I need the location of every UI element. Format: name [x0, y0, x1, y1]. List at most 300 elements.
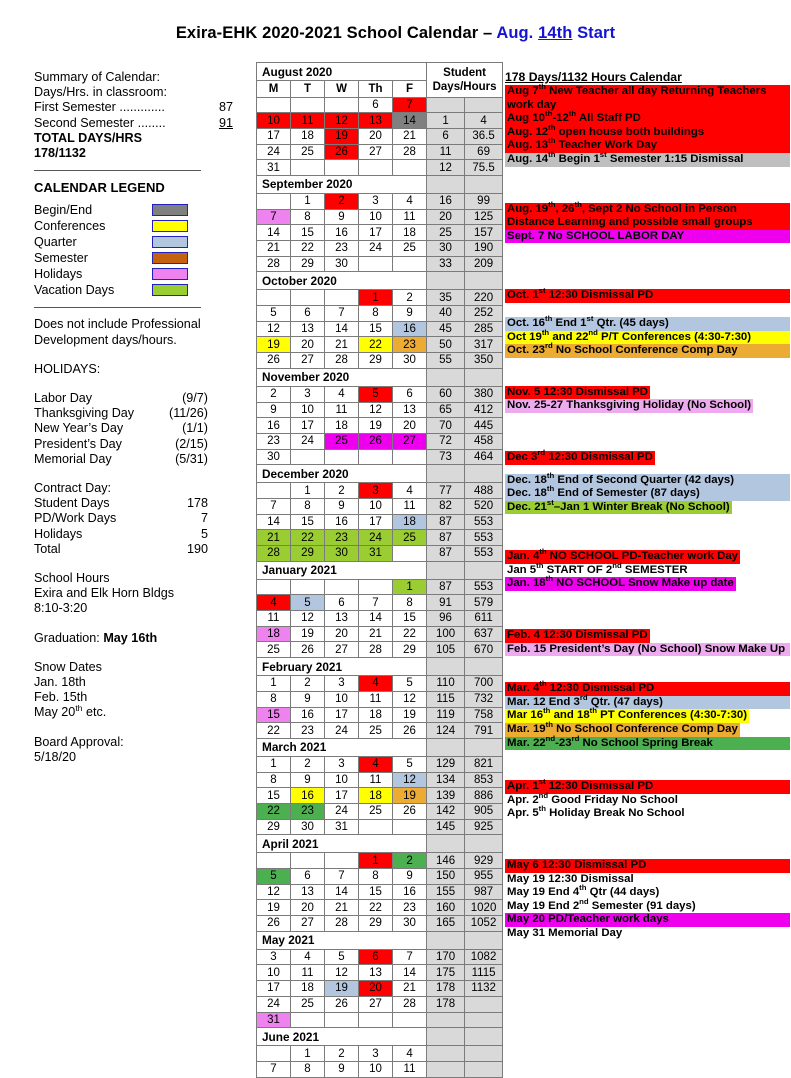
day-cell[interactable]: 18	[393, 514, 427, 530]
day-cell[interactable]	[359, 449, 393, 465]
notes-gap	[505, 167, 790, 203]
cumulative-hours-cell: 285	[465, 321, 503, 337]
day-cell[interactable]: 21	[257, 241, 291, 257]
day-cell[interactable]: 15	[291, 225, 325, 241]
cumulative-days-cell: 146	[427, 853, 465, 869]
day-cell[interactable]: 2	[291, 676, 325, 692]
month-header-filler	[465, 368, 503, 386]
day-cell[interactable]	[393, 256, 427, 272]
day-cell[interactable]: 27	[359, 996, 393, 1012]
day-cell[interactable]: 28	[257, 256, 291, 272]
day-cell[interactable]: 22	[291, 241, 325, 257]
day-cell[interactable]: 8	[291, 1061, 325, 1077]
day-cell[interactable]: 9	[291, 691, 325, 707]
day-cell[interactable]	[257, 483, 291, 499]
day-cell[interactable]: 10	[359, 1061, 393, 1077]
day-cell[interactable]: 7	[393, 949, 427, 965]
note-line-wrap	[505, 733, 790, 751]
day-cell[interactable]	[359, 579, 393, 595]
school-hours-line-2: Exira and Elk Horn Bldgs	[34, 586, 174, 601]
day-cell[interactable]: 19	[393, 707, 427, 723]
day-cell[interactable]: 1	[291, 1046, 325, 1062]
day-cell[interactable]: 7	[257, 1061, 291, 1077]
day-cell[interactable]: 24	[291, 433, 325, 449]
day-cell[interactable]: 2	[325, 483, 359, 499]
holiday-date: (2/15)	[175, 436, 208, 451]
day-cell[interactable]: 8	[359, 869, 393, 885]
day-cell[interactable]: 18	[359, 707, 393, 723]
day-cell[interactable]: 30	[393, 916, 427, 932]
day-cell[interactable]: 15	[291, 514, 325, 530]
day-cell[interactable]: 13	[359, 113, 393, 129]
day-cell[interactable]: 10	[325, 691, 359, 707]
day-cell[interactable]: 6	[291, 306, 325, 322]
day-cell[interactable]: 11	[359, 772, 393, 788]
day-cell[interactable]: 3	[325, 756, 359, 772]
day-cell[interactable]: 29	[291, 546, 325, 562]
day-cell[interactable]: 17	[257, 981, 291, 997]
week-row	[257, 353, 503, 369]
day-cell[interactable]: 27	[325, 642, 359, 658]
day-cell[interactable]: 11	[291, 965, 325, 981]
day-cell[interactable]: 17	[359, 514, 393, 530]
day-cell[interactable]: 24	[325, 803, 359, 819]
day-cell[interactable]: 1	[291, 483, 325, 499]
cumulative-hours-cell: 317	[465, 337, 503, 353]
day-cell[interactable]: 30	[393, 353, 427, 369]
day-cell[interactable]: 19	[325, 128, 359, 144]
day-cell[interactable]: 4	[359, 756, 393, 772]
day-cell[interactable]: 17	[325, 788, 359, 804]
day-cell[interactable]: 3	[359, 193, 393, 209]
dow-cell: W	[325, 81, 359, 98]
day-cell[interactable]: 10	[359, 498, 393, 514]
cumulative-hours-cell: 69	[465, 144, 503, 160]
day-cell[interactable]: 18	[393, 225, 427, 241]
day-cell[interactable]: 22	[359, 900, 393, 916]
day-cell[interactable]	[393, 449, 427, 465]
day-cell[interactable]: 28	[359, 642, 393, 658]
day-cell[interactable]: 2	[291, 756, 325, 772]
day-cell[interactable]: 17	[359, 225, 393, 241]
day-cell[interactable]: 15	[257, 707, 291, 723]
week-row	[257, 642, 503, 658]
day-cell[interactable]: 23	[393, 337, 427, 353]
cumulative-hours-cell: 791	[465, 723, 503, 739]
day-cell[interactable]: 27	[291, 916, 325, 932]
cumulative-days-cell: 87	[427, 514, 465, 530]
day-cell[interactable]: 7	[325, 869, 359, 885]
notes-gap	[505, 821, 790, 859]
day-cell[interactable]: 26	[257, 916, 291, 932]
day-cell[interactable]	[291, 1012, 325, 1028]
day-cell[interactable]: 21	[257, 530, 291, 546]
day-cell[interactable]	[257, 193, 291, 209]
day-cell[interactable]	[257, 97, 291, 113]
cumulative-hours-cell: 955	[465, 869, 503, 885]
day-cell[interactable]: 4	[257, 595, 291, 611]
day-cell[interactable]: 14	[325, 321, 359, 337]
day-cell[interactable]: 24	[359, 241, 393, 257]
day-cell[interactable]: 4	[393, 193, 427, 209]
cumulative-days-cell: 119	[427, 707, 465, 723]
day-cell[interactable]: 12	[257, 321, 291, 337]
day-cell[interactable]: 10	[359, 209, 393, 225]
day-cell[interactable]: 9	[393, 869, 427, 885]
day-cell[interactable]: 14	[393, 965, 427, 981]
day-cell[interactable]: 8	[291, 498, 325, 514]
day-cell[interactable]: 24	[257, 144, 291, 160]
day-cell[interactable]: 15	[359, 884, 393, 900]
day-cell[interactable]: 5	[325, 949, 359, 965]
day-cell[interactable]	[393, 1012, 427, 1028]
day-cell[interactable]: 25	[257, 642, 291, 658]
day-cell[interactable]: 16	[325, 514, 359, 530]
month-name: June 2021	[257, 1028, 427, 1046]
day-cell[interactable]: 16	[393, 321, 427, 337]
day-cell[interactable]: 19	[291, 626, 325, 642]
cumulative-days-cell: 65	[427, 402, 465, 418]
day-cell[interactable]: 1	[359, 853, 393, 869]
day-cell[interactable]: 6	[359, 949, 393, 965]
divider-2	[34, 307, 201, 308]
day-cell[interactable]: 13	[359, 965, 393, 981]
day-cell[interactable]: 5	[393, 756, 427, 772]
day-cell[interactable]	[325, 290, 359, 306]
day-cell[interactable]: 29	[393, 642, 427, 658]
day-cell[interactable]: 11	[325, 402, 359, 418]
day-cell[interactable]	[257, 1046, 291, 1062]
day-cell[interactable]: 31	[257, 1012, 291, 1028]
day-cell[interactable]: 8	[257, 772, 291, 788]
day-cell[interactable]: 24	[325, 723, 359, 739]
day-cell[interactable]: 22	[393, 626, 427, 642]
day-cell[interactable]: 26	[257, 353, 291, 369]
day-cell[interactable]: 20	[291, 337, 325, 353]
day-cell[interactable]: 13	[325, 611, 359, 627]
day-cell[interactable]: 19	[359, 418, 393, 434]
day-cell[interactable]: 23	[291, 803, 325, 819]
day-cell[interactable]: 10	[257, 113, 291, 129]
day-cell[interactable]: 19	[393, 788, 427, 804]
cumulative-days-cell: 170	[427, 949, 465, 965]
day-cell[interactable]: 3	[325, 676, 359, 692]
day-cell[interactable]: 22	[359, 337, 393, 353]
day-cell[interactable]: 29	[257, 819, 291, 835]
day-cell[interactable]: 16	[257, 418, 291, 434]
day-cell[interactable]	[359, 160, 393, 176]
day-cell[interactable]: 6	[359, 97, 393, 113]
note-line: Nov. 25-27 Thanksgiving Holiday (No School)	[507, 399, 752, 412]
day-cell[interactable]: 13	[393, 402, 427, 418]
day-cell[interactable]: 30	[291, 819, 325, 835]
note-line-wrap	[505, 399, 790, 413]
day-cell[interactable]: 6	[325, 595, 359, 611]
day-cell[interactable]: 13	[291, 321, 325, 337]
day-cell[interactable]: 2	[325, 193, 359, 209]
day-cell[interactable]	[359, 819, 393, 835]
day-cell[interactable]: 10	[257, 965, 291, 981]
legend-footnote-1: Does not include Professional	[34, 317, 201, 332]
day-cell[interactable]: 12	[291, 611, 325, 627]
day-cell[interactable]: 11	[359, 691, 393, 707]
note-line-wrap	[505, 679, 790, 696]
day-cell[interactable]: 18	[257, 626, 291, 642]
day-cell[interactable]: 14	[257, 225, 291, 241]
day-cell[interactable]: 27	[291, 353, 325, 369]
day-cell[interactable]: 6	[393, 386, 427, 402]
cumulative-hours-cell: 637	[465, 626, 503, 642]
day-cell[interactable]: 19	[257, 900, 291, 916]
day-cell[interactable]: 28	[325, 353, 359, 369]
day-cell[interactable]: 1	[257, 676, 291, 692]
day-cell[interactable]: 25	[393, 530, 427, 546]
day-cell[interactable]: 12	[393, 691, 427, 707]
day-cell[interactable]: 31	[325, 819, 359, 835]
day-cell[interactable]: 5	[257, 869, 291, 885]
day-cell[interactable]: 25	[291, 996, 325, 1012]
day-cell[interactable]: 20	[359, 981, 393, 997]
day-cell[interactable]: 10	[325, 772, 359, 788]
day-cell[interactable]: 2	[325, 1046, 359, 1062]
day-cell[interactable]: 31	[359, 546, 393, 562]
day-cell[interactable]: 27	[393, 433, 427, 449]
day-cell[interactable]	[257, 579, 291, 595]
note-line: Aug 10th-12th All Staff PD	[505, 112, 790, 126]
day-cell[interactable]: 5	[257, 306, 291, 322]
day-cell[interactable]: 8	[291, 209, 325, 225]
day-cell[interactable]: 14	[257, 514, 291, 530]
day-cell[interactable]: 25	[325, 433, 359, 449]
day-cell[interactable]: 14	[359, 611, 393, 627]
day-cell[interactable]: 7	[257, 209, 291, 225]
note-line: Oct. 16th End 1st Qtr. (45 days)	[505, 317, 790, 331]
day-cell[interactable]: 22	[257, 723, 291, 739]
day-cell[interactable]: 7	[393, 97, 427, 113]
day-cell[interactable]: 30	[325, 256, 359, 272]
day-cell[interactable]: 3	[359, 483, 393, 499]
day-cell[interactable]: 9	[291, 772, 325, 788]
day-cell[interactable]: 8	[257, 691, 291, 707]
day-cell[interactable]: 26	[359, 433, 393, 449]
day-cell[interactable]: 20	[325, 626, 359, 642]
day-cell[interactable]: 28	[257, 546, 291, 562]
cumulative-hours-cell: 488	[465, 483, 503, 499]
day-cell[interactable]: 21	[393, 981, 427, 997]
day-cell[interactable]: 28	[393, 144, 427, 160]
day-cell[interactable]: 18	[291, 981, 325, 997]
notes-group	[505, 470, 790, 515]
day-cell[interactable]: 13	[291, 884, 325, 900]
day-cell[interactable]: 16	[291, 707, 325, 723]
day-cell[interactable]: 11	[393, 498, 427, 514]
day-cell[interactable]	[291, 97, 325, 113]
day-cell[interactable]: 1	[359, 290, 393, 306]
day-cell[interactable]: 16	[393, 884, 427, 900]
day-cell[interactable]: 30	[257, 449, 291, 465]
day-cell[interactable]: 5	[359, 386, 393, 402]
day-cell[interactable]: 20	[359, 128, 393, 144]
day-cell[interactable]: 26	[291, 642, 325, 658]
day-cell[interactable]: 7	[325, 306, 359, 322]
day-cell[interactable]: 9	[393, 306, 427, 322]
day-cell[interactable]: 24	[359, 530, 393, 546]
day-cell[interactable]: 12	[325, 113, 359, 129]
day-cell[interactable]	[325, 449, 359, 465]
note-line-wrap	[505, 574, 790, 591]
day-cell[interactable]: 4	[325, 386, 359, 402]
day-cell[interactable]: 21	[359, 626, 393, 642]
contract-row	[34, 511, 209, 526]
day-cell[interactable]: 29	[359, 916, 393, 932]
day-cell[interactable]: 25	[359, 723, 393, 739]
day-cell[interactable]: 24	[257, 996, 291, 1012]
day-cell[interactable]: 1	[291, 193, 325, 209]
day-cell[interactable]	[291, 290, 325, 306]
day-cell[interactable]: 3	[291, 386, 325, 402]
day-cell[interactable]: 5	[393, 676, 427, 692]
notes-gap	[505, 656, 790, 682]
month-header-filler	[465, 561, 503, 579]
cumulative-days-cell	[427, 97, 465, 113]
day-cell[interactable]	[291, 853, 325, 869]
day-cell[interactable]: 29	[359, 353, 393, 369]
day-cell[interactable]: 23	[257, 433, 291, 449]
day-cell[interactable]: 23	[325, 530, 359, 546]
day-cell[interactable]: 8	[359, 306, 393, 322]
day-cell[interactable]	[325, 1012, 359, 1028]
day-cell[interactable]	[325, 160, 359, 176]
day-cell[interactable]: 12	[359, 402, 393, 418]
day-cell[interactable]	[359, 1012, 393, 1028]
day-cell[interactable]: 30	[325, 546, 359, 562]
day-cell[interactable]: 2	[393, 290, 427, 306]
day-cell[interactable]	[393, 546, 427, 562]
day-cell[interactable]	[291, 160, 325, 176]
day-cell[interactable]: 8	[393, 595, 427, 611]
day-cell[interactable]: 27	[359, 144, 393, 160]
day-cell[interactable]: 20	[393, 418, 427, 434]
cumulative-hours-cell: 853	[465, 772, 503, 788]
day-cell[interactable]: 5	[291, 595, 325, 611]
day-cell[interactable]	[393, 160, 427, 176]
day-cell[interactable]: 18	[291, 128, 325, 144]
day-cell[interactable]: 18	[359, 788, 393, 804]
day-cell[interactable]: 11	[393, 1061, 427, 1077]
day-cell[interactable]: 7	[359, 595, 393, 611]
day-cell[interactable]: 26	[393, 723, 427, 739]
day-cell[interactable]: 22	[291, 530, 325, 546]
cumulative-hours-cell: 458	[465, 433, 503, 449]
day-cell[interactable]: 17	[257, 128, 291, 144]
day-cell[interactable]: 17	[325, 707, 359, 723]
day-cell[interactable]: 4	[393, 483, 427, 499]
day-cell[interactable]: 28	[393, 996, 427, 1012]
day-cell[interactable]: 2	[257, 386, 291, 402]
day-cell[interactable]: 11	[291, 113, 325, 129]
day-cell[interactable]: 25	[359, 803, 393, 819]
month-header-filler	[427, 465, 465, 483]
day-cell[interactable]: 15	[393, 611, 427, 627]
day-cell[interactable]: 3	[257, 949, 291, 965]
day-cell[interactable]: 29	[291, 256, 325, 272]
day-cell[interactable]: 16	[325, 225, 359, 241]
day-cell[interactable]: 18	[325, 418, 359, 434]
day-cell[interactable]: 11	[257, 611, 291, 627]
day-cell[interactable]	[359, 256, 393, 272]
note-line-wrap	[505, 497, 790, 515]
day-cell[interactable]: 21	[325, 900, 359, 916]
day-cell[interactable]: 4	[393, 1046, 427, 1062]
day-cell[interactable]: 23	[325, 241, 359, 257]
day-cell[interactable]	[393, 819, 427, 835]
month-header-row	[257, 63, 503, 81]
day-cell[interactable]: 23	[393, 900, 427, 916]
day-cell[interactable]: 26	[325, 996, 359, 1012]
day-cell[interactable]: 11	[393, 209, 427, 225]
day-cell[interactable]: 14	[393, 113, 427, 129]
day-cell[interactable]: 26	[393, 803, 427, 819]
day-cell[interactable]: 25	[291, 144, 325, 160]
day-cell[interactable]: 9	[325, 498, 359, 514]
day-cell[interactable]	[257, 290, 291, 306]
day-cell[interactable]: 3	[359, 1046, 393, 1062]
day-cell[interactable]	[257, 853, 291, 869]
day-cell[interactable]: 9	[325, 1061, 359, 1077]
day-cell[interactable]: 19	[257, 337, 291, 353]
day-cell[interactable]: 15	[257, 788, 291, 804]
day-cell[interactable]	[291, 449, 325, 465]
day-cell[interactable]: 28	[325, 916, 359, 932]
day-cell[interactable]	[325, 579, 359, 595]
day-cell[interactable]: 12	[325, 965, 359, 981]
day-cell[interactable]: 14	[325, 884, 359, 900]
day-cell[interactable]	[291, 579, 325, 595]
day-cell[interactable]: 10	[291, 402, 325, 418]
day-cell[interactable]: 31	[257, 160, 291, 176]
cumulative-hours-cell: 553	[465, 546, 503, 562]
day-cell[interactable]: 21	[393, 128, 427, 144]
day-cell[interactable]: 22	[257, 803, 291, 819]
day-cell[interactable]	[325, 97, 359, 113]
day-cell[interactable]: 9	[257, 402, 291, 418]
day-cell[interactable]: 12	[393, 772, 427, 788]
day-cell[interactable]: 1	[257, 756, 291, 772]
day-cell[interactable]: 9	[325, 209, 359, 225]
day-cell[interactable]: 17	[291, 418, 325, 434]
day-cell[interactable]: 16	[291, 788, 325, 804]
day-cell[interactable]: 20	[291, 900, 325, 916]
week-row	[257, 209, 503, 225]
day-cell[interactable]: 23	[291, 723, 325, 739]
day-cell[interactable]: 19	[325, 981, 359, 997]
day-cell[interactable]: 7	[257, 498, 291, 514]
day-cell[interactable]	[325, 853, 359, 869]
note-line: Mar. 22nd-23rd No School Spring Break	[505, 737, 790, 751]
day-cell[interactable]: 15	[359, 321, 393, 337]
day-cell[interactable]: 25	[393, 241, 427, 257]
day-cell[interactable]: 6	[291, 869, 325, 885]
day-cell[interactable]: 12	[257, 884, 291, 900]
note-line: Jan 5th START OF 2nd SEMESTER	[507, 561, 688, 576]
day-cell[interactable]: 26	[325, 144, 359, 160]
note-line: Jan. 4th NO SCHOOL PD-Teacher work Day	[507, 547, 738, 563]
day-cell[interactable]: 4	[359, 676, 393, 692]
day-cell[interactable]: 2	[393, 853, 427, 869]
day-cell[interactable]: 4	[291, 949, 325, 965]
day-cell[interactable]: 21	[325, 337, 359, 353]
day-cell[interactable]: 1	[393, 579, 427, 595]
